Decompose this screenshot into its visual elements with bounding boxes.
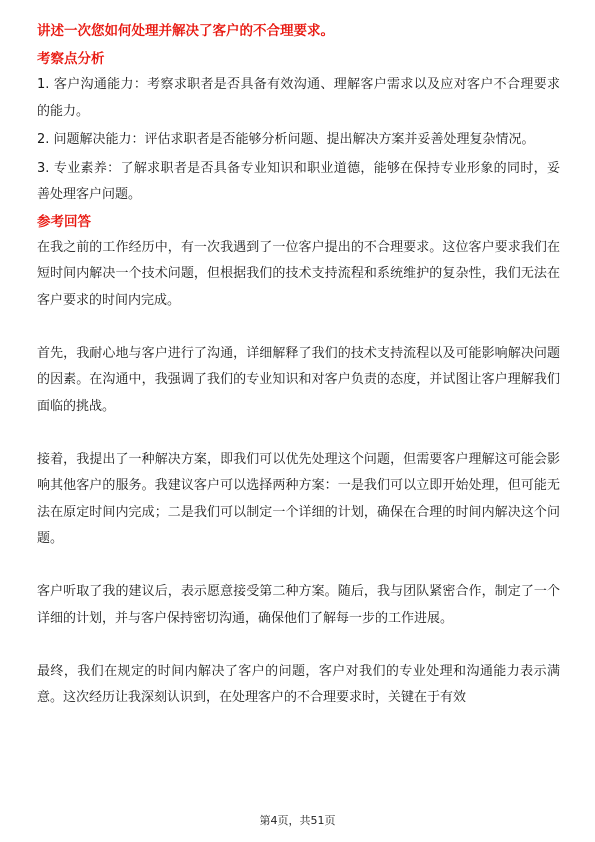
- analysis-heading: 考察点分析: [37, 51, 105, 67]
- answer-section: [37, 211, 560, 712]
- analysis-section: [37, 48, 560, 209]
- page-number: 第4页，共51页: [259, 814, 336, 827]
- answer-heading: 参考回答: [37, 213, 91, 230]
- analysis-item: 3. 专业素养：了解求职者是否具备专业知识和职业道德，能够在保持专业形象的同时，妥善处理客户问题。: [37, 160, 560, 202]
- analysis-item: 2. 问题解决能力：评估求职者是否能够分析问题、提出解决方案并妥善处理复杂情况。: [37, 132, 535, 147]
- answer-paragraph: 客户听取了我的建议后，表示愿意接受第二种方案。随后，我与团队紧密合作，制定了一个详细的计划，并与客户保持密切沟通，确保他们了解每一步的工作进展。: [37, 584, 560, 626]
- document-page: [37, 20, 560, 712]
- question-title: 讲述一次您如何处理并解决了客户的不合理要求。: [37, 23, 334, 39]
- answer-paragraph: 在我之前的工作经历中，有一次我遇到了一位客户提出的不合理要求。这位客户要求我们在短时间内解决一个技术问题，但根据我们的技术支持流程和系统维护的复杂性，我们无法在客户要求的时间内完成。: [37, 239, 560, 308]
- answer-paragraph: 首先，我耐心地与客户进行了沟通，详细解释了我们的技术支持流程以及可能影响解决问题的因素。在沟通中，我强调了我们的专业知识和对客户负责的态度，并试图让客户理解我们面临的挑战。: [37, 345, 560, 414]
- analysis-item: 1. 客户沟通能力：考察求职者是否具备有效沟通、理解客户需求以及应对客户不合理要求的能力。: [37, 77, 560, 119]
- answer-paragraph: 最终，我们在规定的时间内解决了客户的问题，客户对我们的专业处理和沟通能力表示满意。这次经历让我深刻认识到，在处理客户的不合理要求时，关键在于有效: [37, 663, 560, 705]
- answer-paragraph: 接着，我提出了一种解决方案，即我们可以优先处理这个问题，但需要客户理解这可能会影响其他客户的服务。我建议客户可以选择两种方案：一是我们可以立即开始处理，但可能无法在原定时间内完成；二是我们可以制定一个详细的计划，确保在合理的时间内解决这个问题。: [37, 451, 560, 546]
